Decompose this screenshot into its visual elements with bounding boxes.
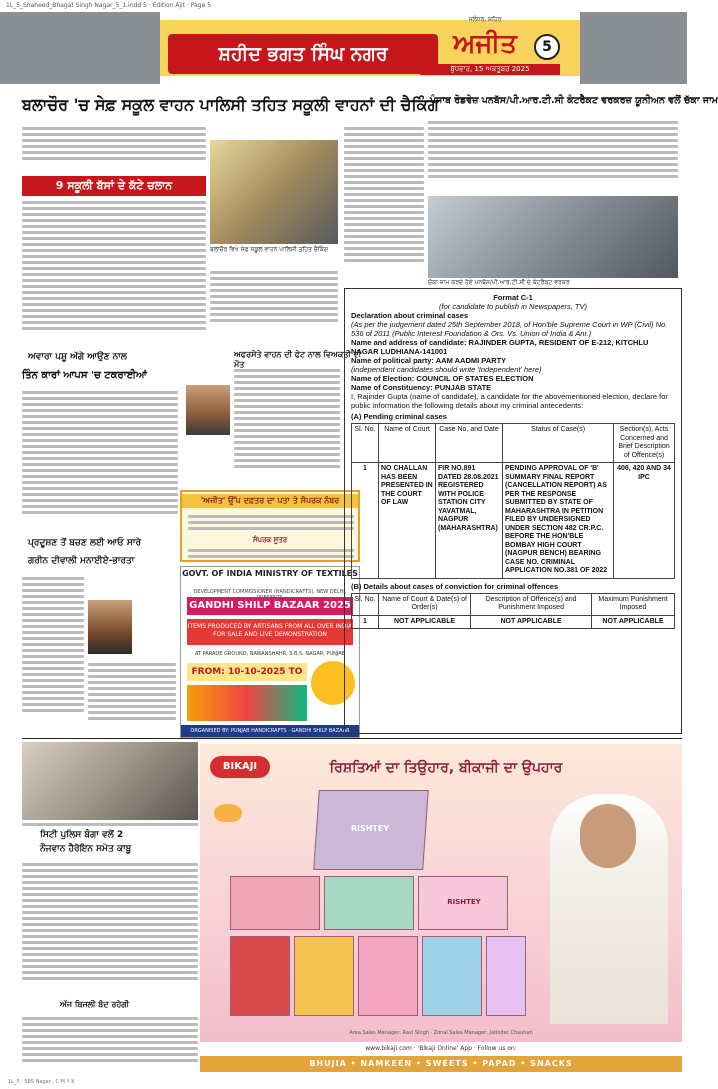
masthead-title: ਸ਼ਹੀਦ ਭਗਤ ਸਿੰਘ ਨਗਰ [168, 34, 438, 74]
bikaji-sales-contact: Area Sales Manager: Ravi Singh · Zonal Sales Manager: Jatinder Chauhan [349, 1030, 533, 1036]
photo-caption-3 [22, 820, 198, 830]
print-slug: 1L_5_Shaheed_Bhagat Singh Nagar_5_1.indd 5 · Edition Ajit · Page 5 [6, 2, 212, 9]
article-body-11 [22, 1014, 198, 1072]
police-arrest-photo [22, 742, 198, 820]
photo-caption-1: ਬਲਾਚੌਰ ਵਿਖੇ ਸੇਫ਼ ਸਕੂਲ ਵਾਹਨ ਪਾਲਿਸੀ ਤਹਿਤ ਚੈਕਿੰਗ [210, 246, 329, 253]
masthead [0, 12, 687, 84]
criminal-cases-declaration [344, 288, 682, 734]
ajit-ad-title: 'ਅਜੀਤ' ਉੱਪ ਦਫ਼ਤਰ ਦਾ ਪਤਾ ਤੇ ਸੰਪਰਕ ਨੰਬਰ [182, 494, 358, 508]
masthead-right-photo [580, 12, 687, 84]
cell-max-punishment: NOT APPLICABLE [591, 615, 674, 629]
ajit-ad-contact-lines [188, 546, 354, 560]
article-body-4 [344, 124, 424, 284]
cell-court: NO CHALLAN HAS BEEN PRESENTED IN THE COURT OF LAW [379, 463, 436, 579]
speaker-portrait [88, 600, 132, 654]
table-row [352, 615, 675, 629]
col-offence: Description of Offence(s) and Punishment Imposed [471, 593, 592, 615]
notice-independent-note: (independent candidates should write 'Independent' here) [351, 365, 542, 374]
article-body-5 [428, 118, 678, 192]
cell-sl: 1 [352, 463, 379, 579]
notice-party: Name of political party: AAM AADMI PARTY [351, 356, 507, 365]
headline-right: ਪੰਜਾਬ ਰੋਡਵੇਜ਼ ਪਨਬੱਸ/ਪੀ.ਆਰ.ਟੀ.ਸੀ ਕੰਟਰੈਕਟ ਵਰਕਰਜ਼ ਯੂਨੀਅਨ ਵਲੋਂ ਚੱਕਾ ਜਾਮ [430, 95, 718, 106]
notice-constituency: Name of Constituency: PUNJAB STATE [351, 383, 492, 392]
col-court-date: Name of Court & Date(s) of Order(s) [379, 593, 471, 615]
notice-section-b: (B) Details about cases of conviction for criminal offences [351, 581, 559, 591]
page-number: 5 [534, 34, 560, 60]
gift-box-green [324, 876, 414, 930]
ajit-ad-contact: ਸੰਪਰਕ ਸੂਤਰ [252, 536, 288, 544]
gsb-footer: ORGANISED BY: PUNJAB HANDICRAFTS · GANDHI SHILP BAZAAR [181, 725, 359, 737]
article-body-3 [210, 268, 338, 332]
bikaji-ad [200, 744, 682, 1072]
cell-court-date: NOT APPLICABLE [379, 615, 471, 629]
subhead-city-police: ਸਿਟੀ ਪੁਲਿਸ ਬੰਗਾ ਵਲੋਂ 2 [40, 830, 124, 840]
divider [22, 738, 682, 739]
notice-title: Format C-1 [493, 293, 533, 302]
gift-box-yellow [294, 936, 354, 1016]
table-row [352, 463, 675, 579]
chakka-jam-protest-photo [428, 196, 678, 278]
gsb-dates: FROM: 10-10-2025 TO [187, 663, 307, 681]
ajit-ad-body [188, 512, 354, 534]
ajit-office-ad [180, 490, 360, 562]
gift-box-red [230, 936, 290, 1016]
victim-portrait [186, 385, 230, 435]
article-body-1 [22, 124, 206, 174]
article-body-2 [22, 198, 206, 348]
cell-offence: NOT APPLICABLE [471, 615, 592, 629]
col-sl: Sl. No. [352, 424, 379, 463]
gift-box-lavender [486, 936, 526, 1016]
article-body-6 [22, 388, 178, 534]
gift-box-magenta [358, 936, 418, 1016]
print-footer-slug: 1L_5 · SBS Nagar · C M Y K [8, 1079, 75, 1085]
pending-cases-table [351, 423, 675, 579]
subhead-heroin: ਨੌਜਵਾਨ ਹੈਰੋਇਨ ਸਮੇਤ ਕਾਬੂ [40, 844, 132, 854]
headline-main: ਬਲਾਚੌਰ 'ਚ ਸੇਫ਼ ਸਕੂਲ ਵਾਹਨ ਪਾਲਿਸੀ ਤਹਿਤ ਸਕੂਲੀ ਵਾਹਨਾਂ ਦੀ ਚੈਕਿੰਗ [22, 95, 439, 114]
cell-sections: 406, 420 AND 34 IPC [614, 463, 675, 579]
subhead-hit-and-run: ਅਫਰਸੋਤੇ ਵਾਹਨ ਦੀ ਫੇਟ ਨਾਲ ਵਿਅਕਤੀ ਦੀ ਮੌਤ [234, 350, 362, 369]
cell-case: FIR NO.891 DATED 28.08.2021 REGISTERED WITH POLICE STATION CITY YAVATMAL, NAGPUR (MAHARASHTRA) [436, 463, 503, 579]
subhead-car-collision: ਤਿੰਨ ਕਾਰਾਂ ਆਪਸ 'ਚ ਟਕਰਾਈਆਂ [22, 370, 147, 381]
masthead-brand: ਅਜੀਤ [453, 28, 517, 59]
red-band-headline: 9 ਸਕੂਲੀ ਬੱਸਾਂ ਦੇ ਕੱਟੇ ਚਲਾਨ [22, 176, 206, 196]
crafts-collage [187, 685, 307, 721]
article-body-10 [22, 860, 198, 996]
col-sections: Section(s), Acts Concerned and Brief Description of Offence(s) [614, 424, 675, 463]
notice-subtitle: (for candidate to publish in Newspapers, TV) [439, 302, 587, 311]
notice-candidate: Name and address of candidate: RAJINDER GUPTA, RESIDENT OF E-212, KITCHLU NAGAR LUDHIANA-141001 [351, 338, 649, 356]
gsb-venue: AT PARADE GROUND, NAWANSHAHR, S.B.S. NAGAR, PUNJAB [194, 651, 346, 657]
gsb-presenter: DEVELOPMENT COMMISSIONER (HANDICRAFTS), NEW DELHI, [193, 589, 347, 595]
masthead-city: ਜਲੰਧਰ, ਸ਼ਹਿਰ [468, 16, 502, 23]
bikaji-tagline: ਰਿਸ਼ਤਿਆਂ ਦਾ ਤਿਉਹਾਰ, ਬੀਕਾਜੀ ਦਾ ਉਪਹਾਰ [329, 760, 563, 776]
article-body-8 [22, 574, 84, 734]
subhead-green-diwali: ਗਰੀਨ ਦੀਵਾਲੀ ਮਨਾਈਏ-ਭਾਰਤਾ [28, 556, 135, 566]
conviction-table [351, 593, 675, 630]
gandhi-shilp-bazaar-ad [180, 566, 360, 738]
ambassador-face [580, 804, 636, 868]
cell-status: PENDING APPROVAL OF 'B' SUMMARY FINAL REPORT (CANCELLATION REPORT) AS PER THE RESPONSE SUBMITTED BY STATE OF MAHARASHTRA IN PETITION FILED BY UNDERSIGNED UNDER SECTION 482 CR.P.C. BEFORE THE HON'BLE BOMBAY HIGH COURT (NAGPUR BENCH) BEARING CASE NO. CRIMINAL APPLICATION NO.381 OF 2022 [503, 463, 614, 579]
article-body-7 [234, 366, 340, 486]
masthead-date: ਬੁੱਧਵਾਰ, 15 ਅਕਤੂਬਰ 2025 [420, 64, 560, 75]
col-court: Name of Court [379, 424, 436, 463]
cell-sl: 1 [352, 615, 379, 629]
gift-box-label-2: RISHTEY [447, 898, 481, 906]
gift-box-label-1: RISHTEY [350, 824, 390, 833]
col-max-punishment: Maximum Punishment Imposed [591, 593, 674, 615]
gsb-title: GANDHI SHILP BAZAAR 2025 [187, 597, 353, 615]
notice-election: Name of Election: COUNCIL OF STATES ELECTION [351, 374, 534, 383]
gsb-ministry: GOVT. OF INDIA MINISTRY OF TEXTILES [182, 569, 358, 578]
col-case: Case No. and Date [436, 424, 503, 463]
gift-box-pink [230, 876, 320, 930]
bikaji-logo: BIKAJI [210, 756, 270, 778]
school-bus-checking-photo [210, 140, 338, 244]
bikaji-contact: www.bikaji.com · 'Bikaji Online' App · Follow us on: [200, 1042, 682, 1056]
notice-section-a: (A) Pending criminal cases [351, 412, 447, 421]
gsb-items: ITEMS PRODUCED BY ARTISANS FROM ALL OVER INDIA FOR SALE AND LIVE DEMONSTRATION [187, 619, 353, 645]
col-status: Status of Case(s) [503, 424, 614, 463]
gift-box-blue [422, 936, 482, 1016]
diya-icon [214, 804, 242, 822]
bikaji-product-strip: BHUJIA • NAMKEEN • SWEETS • PAPAD • SNACKS [200, 1056, 682, 1072]
photo-caption-2: ਚੱਕਾ ਜਾਮ ਕਰਦੇ ਹੋਏ ਪਨਬੱਸ/ਪੀ.ਆਰ.ਟੀ.ਸੀ ਦੇ ਕੰਟਰੈਕਟ ਵਰਕਰ [428, 279, 570, 286]
subhead-pollution: ਪ੍ਰਦੂਸ਼ਣ ਤੋਂ ਬਚਣ ਲਈ ਆਓ ਸਾਰੇ [28, 538, 141, 548]
notice-statement: I, Rajinder Gupta (name of candidate), a candidate for the abovementioned election, declare for public information the following details about my criminal antecedents: [351, 392, 668, 410]
subhead-power-cut: ਅੱਜ ਬਿਜਲੀ ਬੰਦ ਰਹੇਗੀ [60, 1000, 130, 1009]
notice-judgement: (As per the judgement dated 25th September 2018, of Hon'ble Supreme Court in WP (Civil) No. 536 of 2011 (Public Interest Foundation & Ors. Vs. Union of India & Anr.) [351, 320, 668, 338]
article-body-9 [88, 660, 176, 734]
col-sl: Sl. No. [352, 593, 379, 615]
notice-declaration: Declaration about criminal cases [351, 311, 469, 320]
masthead-left-photo [0, 12, 160, 84]
subhead-stray-animal: ਅਵਾਰਾ ਪਸ਼ੂ ਅੱਗੇ ਆਉਣ ਨਾਲ [28, 352, 127, 362]
